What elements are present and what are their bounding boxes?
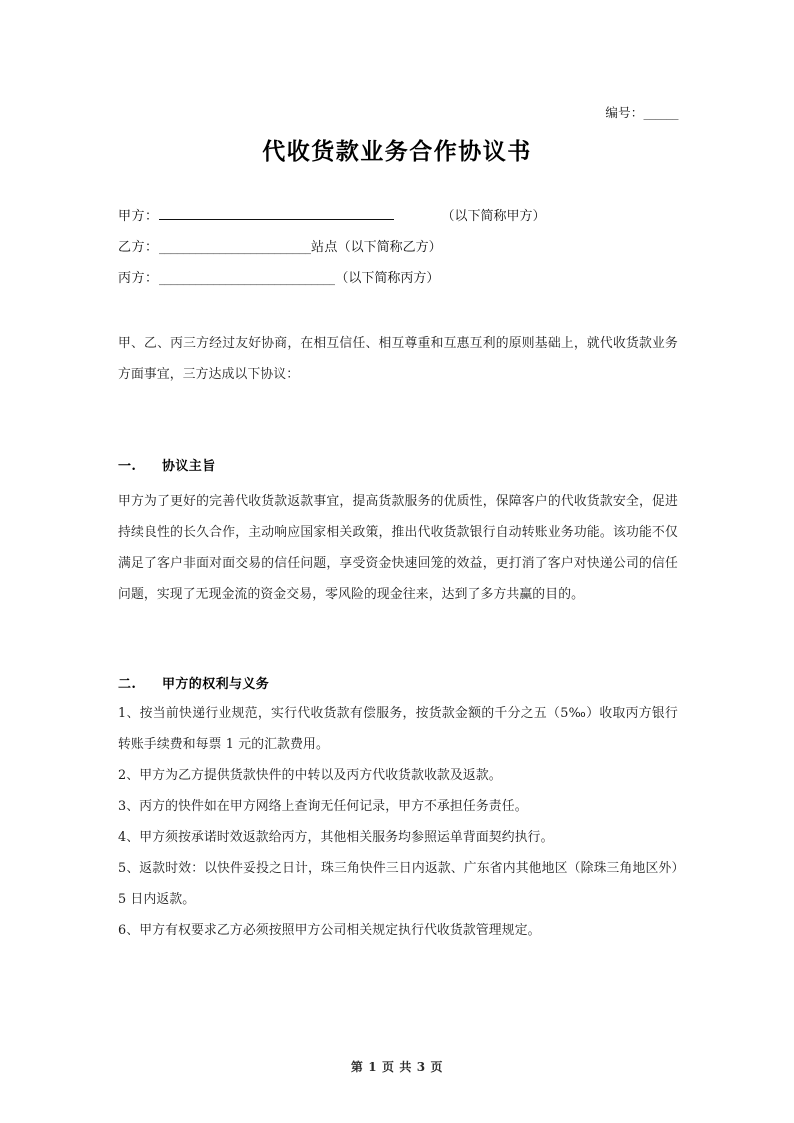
- clause-item: 5、返款时效：以快件妥投之日计，珠三角快件三日内返款、广东省内其他地区（除珠三角地区外）5 日内返款。: [118, 861, 678, 907]
- section-heading-one: [118, 454, 678, 480]
- party-row-bing: [118, 267, 678, 298]
- document-number-blank: ______: [643, 105, 678, 120]
- section-title-two: 甲方的权利与义务: [162, 677, 270, 692]
- section-heading-two: [118, 672, 678, 698]
- party-row-yi: [118, 236, 678, 267]
- party-label-jia: 甲方：: [118, 209, 159, 224]
- party-label-yi: 乙方：: [118, 240, 159, 255]
- party-tail-jia: （以下简称甲方）: [441, 209, 546, 224]
- clause-item: 6、甲方有权要求乙方必须按照甲方公司相关规定执行代收货款管理规定。: [118, 923, 541, 938]
- clause-item: 1、按当前快递行业规范，实行代收货款有偿服务，按货款金额的千分之五（5‰）收取丙方银行转账手续费和每票 1 元的汇款费用。: [118, 706, 678, 752]
- party-middle-yi: 站点: [311, 240, 338, 255]
- party-label-bing: 丙方：: [118, 271, 159, 286]
- party-tail-yi: （以下简称乙方）: [337, 240, 442, 255]
- clause-item: 2、甲方为乙方提供货款快件的中转以及丙方代收货款收款及返款。: [118, 768, 502, 783]
- party-row-jia: [118, 205, 678, 236]
- intro-block: [118, 328, 678, 390]
- document-number-line: [605, 103, 678, 121]
- clause-item: 3、丙方的快件如在甲方网络上查询无任何记录，甲方不承担任务责任。: [118, 799, 528, 814]
- parties-block: [118, 205, 678, 298]
- document-title: 代收货款业务合作协议书: [262, 138, 532, 165]
- clause-item: 4、甲方须按承诺时效返款给丙方，其他相关服务均参照运单背面契约执行。: [118, 830, 554, 845]
- section-number-two: 二.: [118, 677, 137, 692]
- party-blank-yi[interactable]: _________________________: [158, 240, 312, 255]
- party-tail-bing: （以下简称丙方）: [335, 271, 440, 286]
- section-one-body: 甲方为了更好的完善代收货款返款事宜，提高货款服务的优质性，保障客户的代收货款安全，促进持续良性的长久合作，主动响应国家相关政策，推出代收货款银行自动转账业务功能。该功能不仅满足了客户非面对面交易的信任问题，享受资金快速回笼的效益，更打消了客户对快递公司的信任问题，实现了无现金流的资金交易，零风险的现金往来，达到了多方共赢的目的。: [118, 494, 678, 602]
- party-blank-jia[interactable]: [159, 205, 394, 220]
- section-party-a-rights: [118, 672, 678, 946]
- section-number-one: 一.: [118, 459, 137, 474]
- document-number-label: 编号：: [605, 105, 644, 120]
- party-blank-bing[interactable]: _____________________________: [158, 271, 336, 286]
- section-title-one: 协议主旨: [162, 459, 216, 474]
- intro-paragraph: 甲、乙、丙三方经过友好协商，在相互信任、相互尊重和互惠互利的原则基础上，就代收货款业务方面事宜，三方达成以下协议：: [118, 336, 678, 382]
- page-footer: 第 1 页 共 3 页: [350, 1060, 444, 1074]
- section-agreement-purpose: [118, 454, 678, 610]
